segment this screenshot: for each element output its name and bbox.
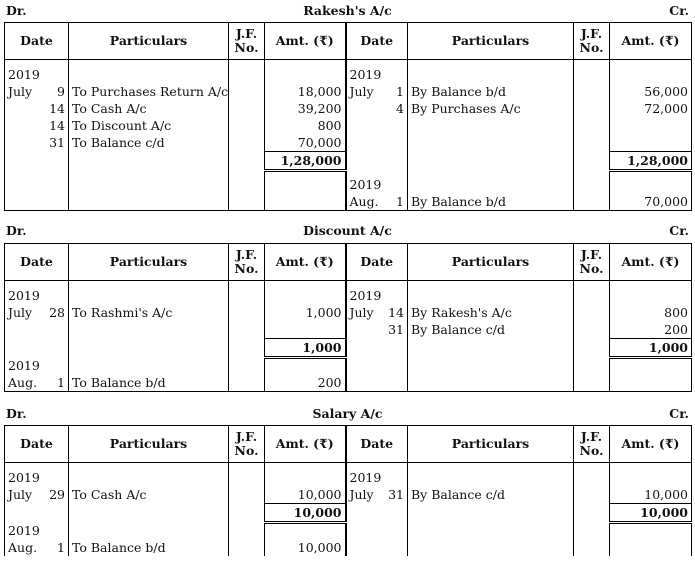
col-particulars: Particulars [69,426,229,463]
amount: 70,000 [610,193,692,211]
col-date: Date [5,426,69,463]
total-row [5,151,692,170]
year: 2019 [346,469,408,486]
table-row [5,176,692,193]
ledger-table-salary [4,425,692,556]
col-jf: J.F. No. [229,23,265,60]
particulars: To Balance b/d [69,539,229,556]
debit-total: 1,28,000 [265,151,346,170]
table-row [5,469,692,486]
cr-label: Cr. [669,3,689,18]
table-row [5,522,692,539]
cr-label: Cr. [669,406,689,421]
col-date: Date [346,244,408,281]
table-row [5,357,692,374]
col-amount: Amt. (₹) [265,426,346,463]
amount: 56,000 [610,83,692,100]
col-amount: Amt. (₹) [610,244,692,281]
year: 2019 [346,66,408,83]
month: Aug. [8,375,38,390]
col-particulars: Particulars [69,244,229,281]
cr-label: Cr. [669,223,689,238]
col-date: Date [5,244,69,281]
col-jf: J.F. No. [574,426,610,463]
table-row [5,83,692,100]
account-header-salary [0,405,695,421]
table-row [5,539,692,556]
table-row [5,486,692,504]
day: 14 [5,100,69,117]
day: 4 [346,100,408,117]
year: 2019 [5,287,69,304]
day: 28 [49,304,65,320]
day: 1 [396,83,404,99]
particulars: To Balance b/d [69,374,229,392]
month: July [349,304,374,320]
table-row [5,100,692,117]
col-date: Date [346,23,408,60]
table-row [5,287,692,304]
month: Aug. [8,540,38,555]
day: 31 [388,486,404,502]
col-amount: Amt. (₹) [610,426,692,463]
day: 1 [57,375,65,390]
day: 14 [5,117,69,134]
dr-label: Dr. [6,223,27,238]
year: 2019 [346,176,408,193]
account-header-discount [0,222,695,238]
year: 2019 [5,522,69,539]
col-amount: Amt. (₹) [265,23,346,60]
particulars: By Purchases A/c [408,100,574,117]
credit-total: 10,000 [610,503,692,522]
dr-label: Dr. [6,406,27,421]
col-particulars: Particulars [69,23,229,60]
particulars: To Purchases Return A/c [69,83,229,100]
account-title: Discount A/c [303,223,392,238]
amount: 10,000 [265,486,346,504]
amount: 72,000 [610,100,692,117]
total-row [5,503,692,522]
col-jf: J.F. No. [574,23,610,60]
year: 2019 [346,287,408,304]
day: 29 [49,486,65,502]
amount: 10,000 [265,539,346,556]
amount: 70,000 [265,134,346,152]
amount: 200 [610,321,692,339]
month: Aug. [349,194,379,209]
debit-total: 1,000 [265,338,346,357]
amount: 18,000 [265,83,346,100]
amount: 10,000 [610,486,692,504]
amount: 800 [610,304,692,321]
col-date: Date [5,23,69,60]
particulars: By Balance c/d [408,321,574,339]
day: 1 [57,540,65,555]
col-particulars: Particulars [408,23,574,60]
amount: 200 [265,374,346,392]
particulars: By Balance c/d [408,486,574,504]
particulars: By Balance b/d [408,193,574,211]
day: 31 [346,321,408,339]
day: 1 [396,194,404,209]
col-amount: Amt. (₹) [265,244,346,281]
particulars: To Cash A/c [69,486,229,504]
particulars: To Cash A/c [69,100,229,117]
col-jf: J.F. No. [229,426,265,463]
col-particulars: Particulars [408,244,574,281]
month: July [8,83,33,99]
col-jf: J.F. No. [229,244,265,281]
ledger-table-discount [4,243,692,392]
debit-total: 10,000 [265,503,346,522]
particulars: To Rashmi's A/c [69,304,229,321]
table-row [5,304,692,321]
amount: 39,200 [265,100,346,117]
total-row [5,338,692,357]
table-row [5,66,692,83]
table-row [5,374,692,392]
credit-total: 1,28,000 [610,151,692,170]
month: July [349,83,374,99]
col-jf: J.F. No. [574,244,610,281]
table-row [5,193,692,211]
month: July [8,304,33,320]
year: 2019 [5,469,69,486]
amount: 800 [265,117,346,134]
account-title: Salary A/c [312,406,383,421]
table-row [5,134,692,152]
table-row [5,321,692,339]
year: 2019 [5,66,69,83]
ledger-table-rakesh [4,22,692,211]
dr-label: Dr. [6,3,27,18]
particulars: To Balance c/d [69,134,229,152]
amount: 1,000 [265,304,346,321]
particulars: To Discount A/c [69,117,229,134]
particulars: By Balance b/d [408,83,574,100]
month: July [349,486,374,502]
account-title: Rakesh's A/c [303,3,392,18]
month: July [8,486,33,502]
col-particulars: Particulars [408,426,574,463]
col-amount: Amt. (₹) [610,23,692,60]
day: 14 [388,304,404,320]
day: 9 [57,83,65,99]
account-header-rakesh [0,2,695,18]
year: 2019 [5,357,69,374]
particulars: By Rakesh's A/c [408,304,574,321]
day: 31 [5,134,69,152]
col-date: Date [346,426,408,463]
table-row [5,117,692,134]
credit-total: 1,000 [610,338,692,357]
